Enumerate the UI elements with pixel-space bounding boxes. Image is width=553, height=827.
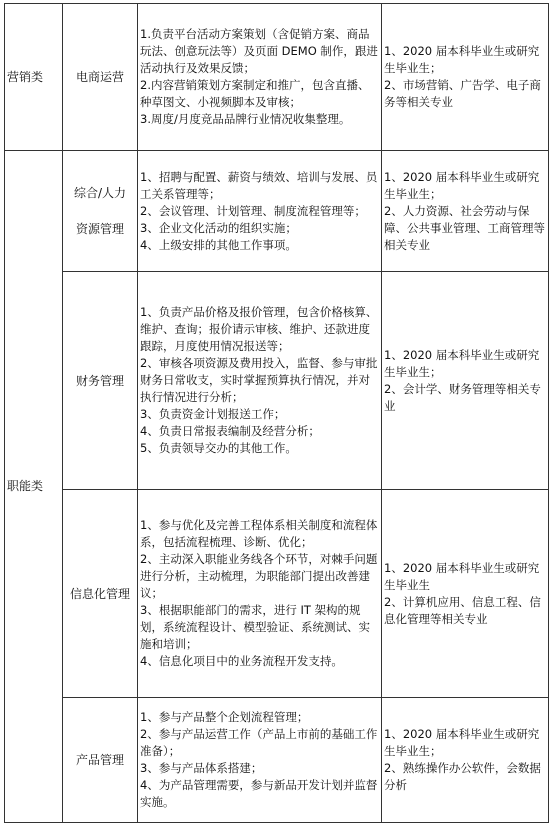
duty-item: 4、上级安排的其他工作事项。 (140, 237, 297, 252)
duty-item: 2.内容营销策划方案制定和推广，包含直播、种草图文、小视频脚本及审核； (140, 78, 370, 109)
duty-item: 3.周度/月度竞品品牌行业情况收集整理。 (140, 112, 351, 126)
duty-item: 3、参与产品体系搭建； (140, 761, 263, 775)
duties-cell (138, 4, 382, 151)
duties-cell (138, 490, 382, 698)
requirement-item: 1、2020 届本科毕业生或研究生毕业生； (384, 347, 540, 379)
category-cell: 营销类 (5, 4, 63, 151)
duties-cell (138, 151, 382, 272)
position-name: 电商运营 (75, 70, 124, 84)
duty-item: 1、参与产品整个企划流程管理； (140, 710, 309, 724)
duty-item: 3、负责资金计划报送工作； (140, 407, 286, 421)
requirements-cell (382, 698, 549, 823)
position-name: 产品管理 (75, 753, 124, 767)
job-positions-table (4, 3, 549, 823)
requirement-item: 1、2020 届本科毕业生或研究生毕业生 (384, 560, 540, 592)
duty-item: 5、负责领导交办的其他工作。 (140, 441, 297, 455)
category-cell: 职能类 (5, 151, 63, 823)
position-name: 信息化管理 (69, 586, 130, 601)
duty-item: 4、负责日常报表编制及经营分析； (140, 424, 320, 438)
requirement-item: 1、2020 届本科毕业生或研究生毕业生； (384, 727, 540, 758)
requirement-item: 2、会计学、财务管理等相关专业 (384, 381, 541, 413)
duty-item: 1、参与优化及完善工程体系相关制度和流程体系，包括流程梳理、诊断、优化； (140, 518, 378, 549)
requirement-item: 2、市场营销、广告学、电子商务等相关专业 (384, 78, 541, 109)
duties-cell (138, 698, 382, 823)
duty-item: 2、会议管理、计划管理、制度流程管理等； (140, 203, 366, 218)
job-table-page (4, 3, 548, 822)
requirement-item: 2、人力资源、社会劳动与保障、公共事业管理、工商管理等相关专业 (384, 203, 545, 252)
duty-item: 1.负责平台活动方案策划（含促销方案、商品玩法、创意玩法等）及页面 DEMO 制作，跟进活动执行及效果反馈； (140, 27, 378, 75)
position-cell (63, 490, 138, 698)
table-row (5, 490, 549, 698)
duty-item: 3、企业文化活动的组织实施； (140, 220, 297, 235)
position-name: 综合/人力 (73, 186, 127, 200)
duty-item: 4、信息化项目中的业务流程开发支持。 (140, 654, 343, 668)
table-row (5, 4, 549, 151)
duty-item: 1、招聘与配置、薪资与绩效、培训与发展、员工关系管理等； (140, 169, 378, 201)
table-row (5, 151, 549, 272)
position-cell (63, 698, 138, 823)
requirements-cell (382, 490, 549, 698)
duty-item: 2、参与产品运营工作（产品上市前的基础工作准备）； (140, 727, 378, 758)
position-cell (63, 272, 138, 490)
duties-cell (138, 272, 382, 490)
table-row (5, 698, 549, 823)
requirements-cell (382, 272, 549, 490)
duty-item: 2、主动深入职能业务线各个环节，对棘手问题进行分析，主动梳理，为职能部门提出改善建议； (140, 552, 378, 600)
requirement-item: 2、计算机应用、信息工程、信息化管理等相关专业 (384, 594, 541, 626)
requirement-item: 1、2020 届本科毕业生或研究生毕业生； (384, 169, 540, 201)
requirements-cell (382, 151, 549, 272)
table-row (5, 272, 549, 490)
requirements-cell (382, 4, 549, 151)
position-name: 资源管理 (75, 222, 124, 236)
duty-item: 4、为产品管理需要，参与新品开发计划并监督实施。 (140, 778, 378, 809)
duty-item: 1、负责产品价格及报价管理，包含价格核算、维护、查询；报价请示审核、维护、还款进度跟踪，月度使用情况报送等； (140, 305, 378, 353)
duty-item: 2、审核各项资源及费用投入，监督、参与审批财务日常收支，实时掌握预算执行情况，并对执行情况进行分析； (140, 356, 378, 404)
requirement-item: 2、熟练操作办公软件，会数据分析 (384, 761, 541, 792)
requirement-item: 1、2020 届本科毕业生或研究生毕业生； (384, 44, 540, 75)
duty-item: 3、根据职能部门的需求，进行 IT 架构的规划，系统流程设计、模型验证、系统测试、实施和培训； (140, 603, 370, 651)
position-cell (63, 4, 138, 151)
position-cell (63, 151, 138, 272)
position-name: 财务管理 (75, 373, 124, 388)
